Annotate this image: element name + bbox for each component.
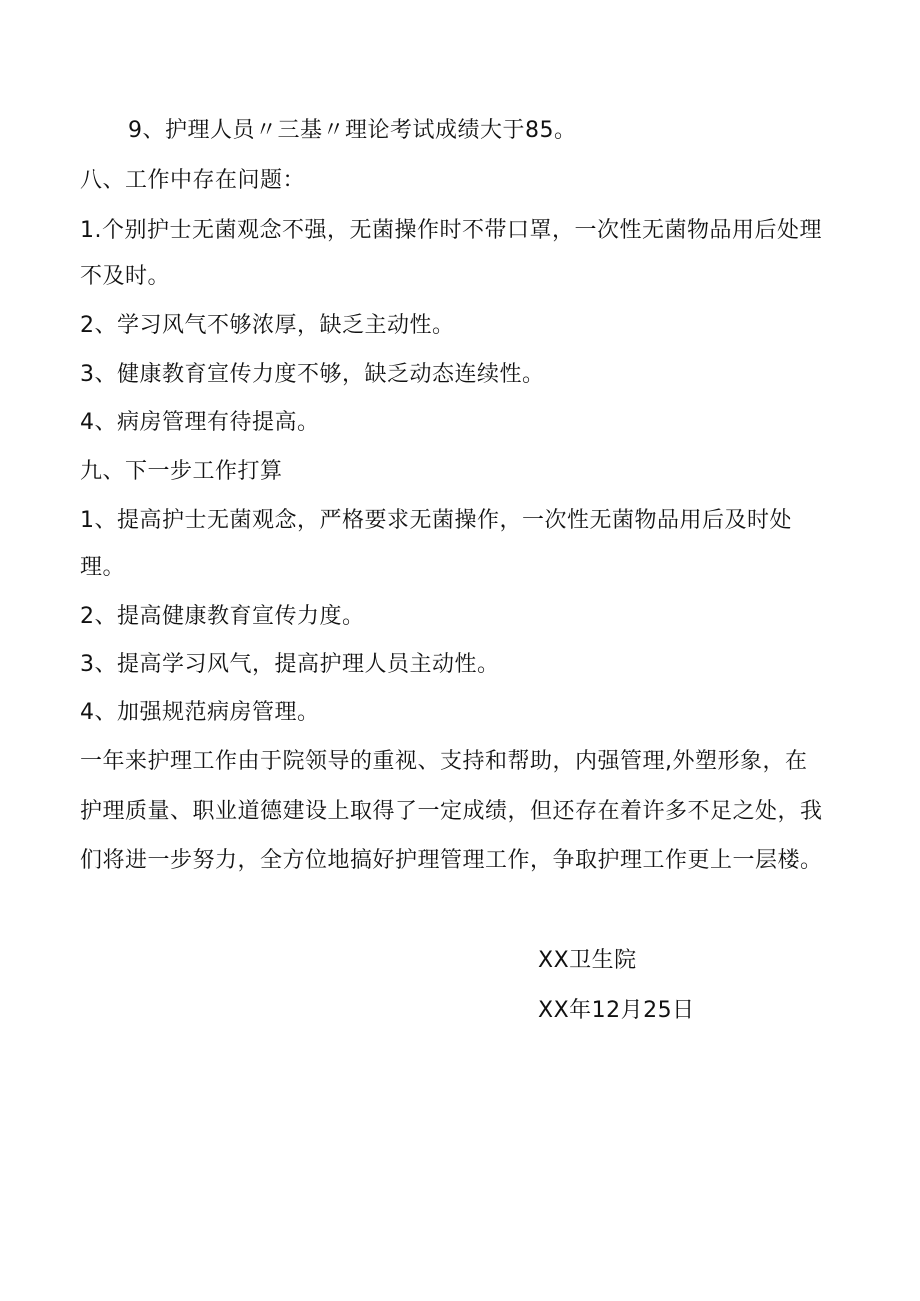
problem-4: 4、病房管理有待提高。: [80, 410, 320, 435]
section-8-heading: 八、工作中存在问题：: [80, 168, 306, 193]
problem-2: 2、学习风气不够浓厚，缺乏主动性。: [80, 313, 455, 338]
conclusion-line-1: 一年来护理工作由于院领导的重视、支持和帮助，内强管理,外塑形象，在: [80, 749, 808, 774]
conclusion-line-3: 们将进一步努力，全方位地搞好护理管理工作，争取护理工作更上一层楼。: [80, 848, 823, 873]
plan-4: 4、加强规范病房管理。: [80, 700, 320, 725]
plan-1-line-2: 理。: [80, 555, 126, 580]
problem-1-line-1: 1.个别护士无菌观念不强，无菌操作时不带口罩，一次性无菌物品用后处理: [80, 218, 822, 243]
plan-3: 3、提高学习风气，提高护理人员主动性。: [80, 652, 500, 677]
conclusion-line-2: 护理质量、职业道德建设上取得了一定成绩，但还存在着许多不足之处，我: [80, 799, 823, 824]
problem-1-line-2: 不及时。: [80, 264, 171, 289]
plan-1-line-1: 1、提高护士无菌观念，严格要求无菌操作，一次性无菌物品用后及时处: [80, 508, 792, 533]
problem-3: 3、健康教育宣传力度不够，缺乏动态连续性。: [80, 362, 545, 387]
section-9-heading: 九、下一步工作打算: [80, 459, 283, 484]
item-9: 9、护理人员〃三基〃理论考试成绩大于85。: [128, 118, 577, 143]
plan-2: 2、提高健康教育宣传力度。: [80, 604, 365, 629]
signature-date: XX年12月25日: [538, 998, 695, 1023]
signature-org: XX卫生院: [538, 948, 637, 973]
